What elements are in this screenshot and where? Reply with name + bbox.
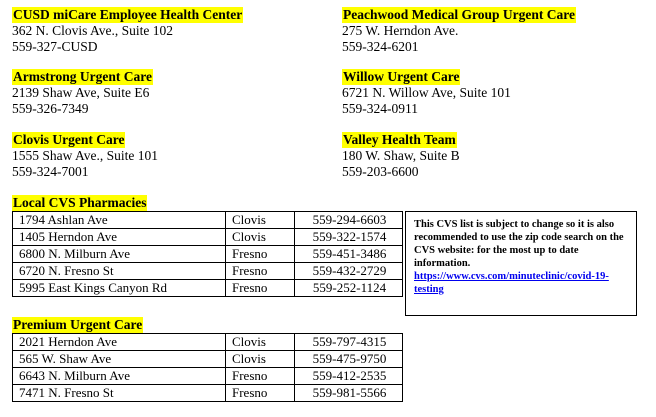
cell-address: 565 W. Shaw Ave [13, 351, 226, 368]
cell-phone: 559-797-4315 [295, 334, 403, 351]
clinic-phone: 559-324-7001 [12, 164, 89, 179]
clinic-phone: 559-324-0911 [342, 101, 418, 116]
cell-city: Clovis [226, 334, 295, 351]
cvs-testing-link[interactable]: https://www.cvs.com/minuteclinic/covid-19-testing [414, 271, 609, 295]
clinic-entry [342, 132, 460, 180]
clinic-name: Peachwood Medical Group Urgent Care [343, 7, 575, 22]
cell-phone: 559-412-2535 [295, 368, 403, 385]
clinic-entry [12, 132, 158, 180]
note-text: This CVS list is subject to change so it is also recommended to use the zip code search on the CVS website: for the most up to date information. [414, 219, 624, 269]
table-row [13, 246, 403, 263]
clinic-address: 362 N. Clovis Ave., Suite 102 [12, 23, 174, 38]
clinic-phone: 559-327-CUSD [12, 39, 98, 54]
cell-address: 2021 Herndon Ave [13, 334, 226, 351]
clinic-address: 6721 N. Willow Ave, Suite 101 [342, 85, 511, 100]
cell-phone: 559-252-1124 [295, 280, 403, 297]
cell-address: 6800 N. Milburn Ave [13, 246, 226, 263]
table-row [13, 351, 403, 368]
clinic-entry [12, 69, 153, 117]
clinic-address: 275 W. Herndon Ave. [342, 23, 459, 38]
cvs-heading: Local CVS Pharmacies [13, 195, 147, 210]
clinic-address: 1555 Shaw Ave., Suite 101 [12, 148, 158, 163]
clinic-name: Clovis Urgent Care [13, 132, 125, 147]
clinic-entry [342, 7, 576, 55]
table-row [13, 334, 403, 351]
clinic-entry [12, 7, 243, 55]
cell-city: Fresno [226, 246, 295, 263]
table-row [13, 368, 403, 385]
cell-address: 5995 East Kings Canyon Rd [13, 280, 226, 297]
cvs-note-box [405, 211, 637, 316]
cell-address: 1794 Ashlan Ave [13, 212, 226, 229]
cell-city: Clovis [226, 229, 295, 246]
clinic-phone: 559-326-7349 [12, 101, 89, 116]
cell-address: 6720 N. Fresno St [13, 263, 226, 280]
cell-phone: 559-322-1574 [295, 229, 403, 246]
cell-phone: 559-451-3486 [295, 246, 403, 263]
clinic-name: CUSD miCare Employee Health Center [13, 7, 243, 22]
cell-phone: 559-981-5566 [295, 385, 403, 402]
clinic-address: 2139 Shaw Ave, Suite E6 [12, 85, 150, 100]
table-row [13, 385, 403, 402]
clinic-entry [342, 69, 511, 117]
table-row [13, 229, 403, 246]
cell-city: Clovis [226, 351, 295, 368]
cell-address: 6643 N. Milburn Ave [13, 368, 226, 385]
clinic-name: Valley Health Team [343, 132, 456, 147]
clinic-name: Armstrong Urgent Care [13, 69, 152, 84]
cell-city: Fresno [226, 368, 295, 385]
premium-table [12, 333, 403, 402]
cell-address: 7471 N. Fresno St [13, 385, 226, 402]
cvs-table [12, 211, 403, 297]
clinic-name: Willow Urgent Care [343, 69, 460, 84]
table-row [13, 280, 403, 297]
cell-city: Clovis [226, 212, 295, 229]
premium-heading: Premium Urgent Care [13, 317, 143, 332]
cell-city: Fresno [226, 263, 295, 280]
cell-address: 1405 Herndon Ave [13, 229, 226, 246]
clinic-phone: 559-203-6600 [342, 164, 419, 179]
cell-city: Fresno [226, 385, 295, 402]
clinic-address: 180 W. Shaw, Suite B [342, 148, 460, 163]
cell-phone: 559-475-9750 [295, 351, 403, 368]
table-row [13, 212, 403, 229]
cell-phone: 559-294-6603 [295, 212, 403, 229]
cell-city: Fresno [226, 280, 295, 297]
clinic-phone: 559-324-6201 [342, 39, 419, 54]
table-row [13, 263, 403, 280]
cell-phone: 559-432-2729 [295, 263, 403, 280]
